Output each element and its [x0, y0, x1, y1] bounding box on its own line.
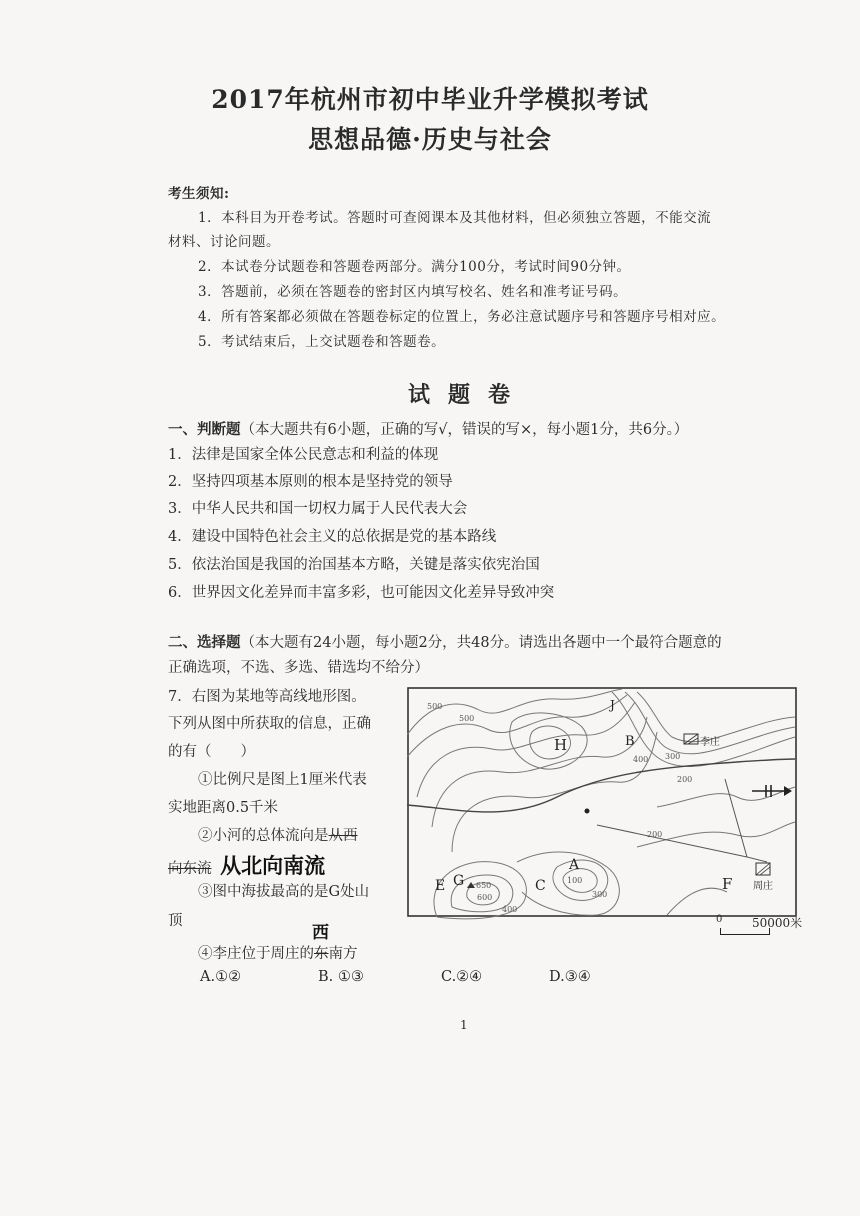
scale-zero: 0 — [716, 914, 723, 925]
question-2: 2．坚持四项基本原则的根本是坚持党的领导 — [168, 474, 453, 490]
elevation-label: 300 — [665, 752, 681, 761]
elevation-label: 650 — [476, 881, 492, 890]
notice-item: 1．本科目为开卷考试。答题时可查阅课本及其他材料，但必须独立答题，不能交流 — [198, 210, 712, 226]
question-5: 5．依法治国是我国的治国基本方略，关键是落实依宪治国 — [168, 557, 540, 573]
scale-value: 50000米 — [752, 916, 803, 930]
question-4: 4．建设中国特色社会主义的总依据是党的基本路线 — [168, 529, 497, 545]
handwritten-answer: 从北向南流 — [220, 854, 326, 878]
notice-item: 2．本试卷分试题卷和答题卷两部分。满分100分，考试时间90分钟。 — [198, 259, 631, 275]
struck-text: 东 — [314, 946, 329, 962]
map-label-f: F — [722, 875, 733, 893]
north-arrow-icon — [752, 783, 792, 799]
notice-item: 5．考试结束后，上交试题卷和答题卷。 — [198, 334, 446, 350]
exam-title: 2017年杭州市初中毕业升学模拟考试 — [211, 85, 649, 114]
contour-map — [407, 687, 807, 934]
choice-c: C.②④ — [441, 969, 483, 985]
q7-option-1-cont: 实地距离0.5千米 — [168, 800, 279, 816]
q7-option-2-text: ②小河的总体流向是 — [198, 828, 329, 844]
elevation-label: 300 — [592, 890, 608, 899]
map-label-g: G — [453, 873, 465, 889]
notice-item: 4．所有答案都必须做在答题卷标定的位置上，务必注意试题序号和答题序号相对应。 — [198, 309, 726, 325]
part1-instruction: （本大题共有6小题，正确的写√，错误的写×，每小题1分，共6分。） — [240, 422, 689, 438]
river-line — [407, 759, 795, 812]
part2-instruction-cont: 正确选项，不选、多选、错选均不给分） — [168, 660, 429, 676]
elevation-label: 500 — [427, 702, 443, 711]
notice-item: 材料、讨论问题。 — [168, 234, 280, 250]
part1-heading: 一、判断题 — [168, 421, 241, 438]
map-label-lizhuang: 李庄 — [700, 737, 720, 748]
map-label-j: J — [610, 698, 615, 712]
q7-option-1: ①比例尺是图上1厘米代表 — [198, 772, 367, 788]
map-label-b: B — [625, 734, 635, 749]
q7-stem-cont: 的有（ ） — [168, 744, 255, 760]
map-label-h: H — [554, 736, 568, 754]
elevation-label: 100 — [567, 876, 583, 885]
road-line — [597, 825, 747, 857]
elevation-label: 500 — [459, 714, 475, 723]
struck-text: 从西 — [328, 828, 358, 844]
q7-option-4-text: ④李庄位于周庄的 — [198, 946, 314, 962]
part2-heading: 二、选择题 — [168, 634, 241, 651]
q7-option-3: ③图中海拔最高的是G处山 — [198, 884, 370, 900]
question-6: 6．世界因文化差异而丰富多彩，也可能因文化差异导致冲突 — [168, 585, 555, 601]
handwritten-correction: 西 — [312, 923, 329, 943]
elevation-label: 200 — [647, 830, 663, 839]
choice-a: A.①② — [200, 969, 242, 985]
choice-d: D.③④ — [549, 969, 591, 985]
section-title: 试题卷 — [408, 382, 529, 408]
q7-stem-cont: 下列从图中所获取的信息，正确 — [168, 716, 371, 732]
q7-option-4 — [198, 923, 358, 963]
elevation-label: 400 — [502, 905, 518, 914]
struck-text: 向东流 — [168, 861, 212, 877]
map-label-zhouzhuang: 周庄 — [753, 881, 773, 892]
elevation-label: 200 — [677, 775, 693, 784]
question-3: 3．中华人民共和国一切权力属于人民代表大会 — [168, 501, 468, 517]
q7-option-4-text: 南方 — [328, 946, 358, 962]
elevation-label: 400 — [633, 755, 649, 764]
q7-stem: 7．右图为某地等高线地形图。 — [168, 689, 366, 705]
page-number: 1 — [460, 1018, 468, 1032]
q7-option-2 — [198, 824, 358, 845]
q7-option-2-cont — [168, 850, 325, 880]
part1-heading-line — [168, 418, 688, 439]
choice-b: B. ①③ — [318, 969, 364, 985]
question-1: 1．法律是国家全体公民意志和利益的体现 — [168, 447, 439, 463]
exam-subtitle: 思想品德·历史与社会 — [308, 125, 552, 154]
part2-heading-line — [168, 631, 722, 652]
map-label-a: A — [569, 857, 580, 873]
map-label-c: C — [535, 878, 546, 894]
notice-item: 3．答题前，必须在答题卷的密封区内填写校名、姓名和准考证号码。 — [198, 284, 628, 300]
q7-option-3-cont: 顶 — [168, 913, 183, 929]
map-label-e: E — [435, 878, 446, 894]
part2-instruction: （本大题有24小题，每小题2分，共48分。请选出各题中一个最符合题意的 — [240, 635, 722, 651]
elevation-label: 600 — [477, 893, 493, 902]
notice-heading: 考生须知: — [168, 186, 230, 202]
